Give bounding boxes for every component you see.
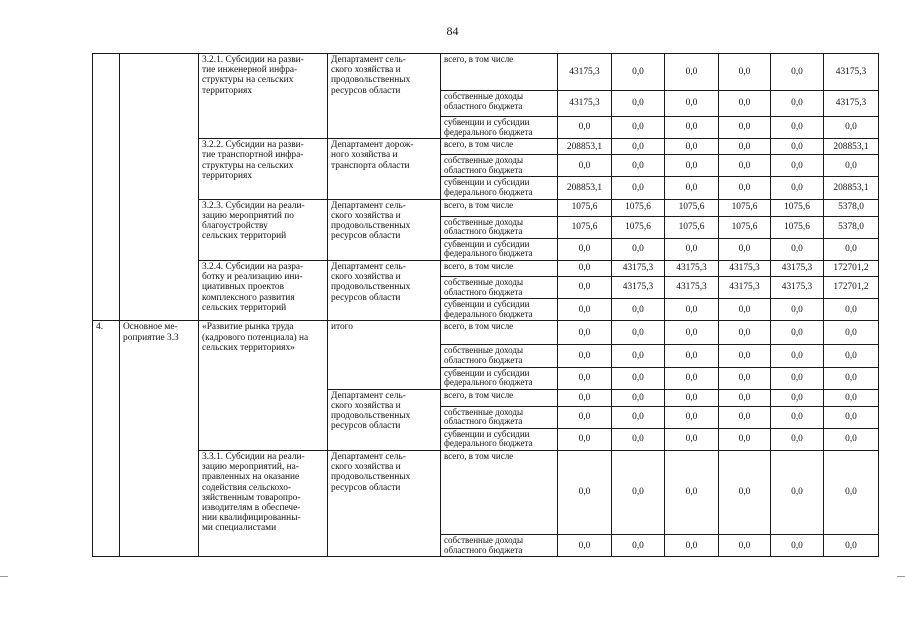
- amount-cell: 0,0: [824, 238, 879, 260]
- amount-cell: 0,0: [558, 345, 612, 367]
- executor: Департамент дорож- ного хозяйства и транспорта области: [328, 139, 441, 199]
- amount-cell: 0,0: [771, 321, 824, 345]
- activity-name: 3.2.2. Субсидии на разви- тие транспортной инфра- структуры на сельских территориях: [199, 139, 328, 199]
- amount-cell: 0,0: [665, 299, 719, 321]
- amount-cell: 208853,1: [558, 139, 612, 155]
- table-row: [93, 54, 879, 91]
- funding-source: всего, в том числе: [441, 199, 558, 216]
- amount-cell: 0,0: [612, 177, 665, 199]
- amount-cell: 0,0: [771, 91, 824, 117]
- activity-name: «Развитие рынка труда (кадрового потенциала) на сельских территориях»: [199, 321, 328, 451]
- amount-cell: 1075,6: [612, 199, 665, 216]
- amount-cell: 0,0: [719, 367, 771, 389]
- amount-cell: 0,0: [558, 428, 612, 450]
- amount-cell: 0,0: [558, 321, 612, 345]
- amount-cell: 0,0: [824, 367, 879, 389]
- amount-cell: 0,0: [665, 406, 719, 428]
- funding-source: субвенции и субсидии федерального бюджета: [441, 238, 558, 260]
- funding-source: собственные доходы областного бюджета: [441, 216, 558, 238]
- amount-cell: 0,0: [558, 155, 612, 177]
- amount-cell: 0,0: [719, 91, 771, 117]
- amount-cell: 0,0: [771, 406, 824, 428]
- amount-cell: 0,0: [665, 321, 719, 345]
- amount-cell: 0,0: [824, 451, 879, 535]
- amount-cell: 0,0: [719, 299, 771, 321]
- amount-cell: 0,0: [612, 389, 665, 406]
- amount-cell: 0,0: [771, 155, 824, 177]
- funding-source: всего, в том числе: [441, 54, 558, 91]
- amount-cell: 0,0: [719, 389, 771, 406]
- amount-cell: 0,0: [558, 299, 612, 321]
- funding-source: собственные доходы областного бюджета: [441, 535, 558, 557]
- amount-cell: 0,0: [612, 299, 665, 321]
- amount-cell: 0,0: [824, 389, 879, 406]
- funding-source: субвенции и субсидии федерального бюджета: [441, 367, 558, 389]
- amount-cell: 0,0: [612, 139, 665, 155]
- amount-cell: 0,0: [558, 276, 612, 298]
- amount-cell: 0,0: [665, 139, 719, 155]
- amount-cell: 43175,3: [665, 276, 719, 298]
- amount-cell: 5378,0: [824, 216, 879, 238]
- funding-source: всего, в том числе: [441, 389, 558, 406]
- funding-source: субвенции и субсидии федерального бюджета: [441, 177, 558, 199]
- funding-source: собственные доходы областного бюджета: [441, 155, 558, 177]
- amount-cell: 0,0: [719, 155, 771, 177]
- amount-cell: 0,0: [719, 345, 771, 367]
- amount-cell: 43175,3: [612, 276, 665, 298]
- funding-source: собственные доходы областного бюджета: [441, 345, 558, 367]
- amount-cell: 0,0: [612, 117, 665, 139]
- amount-cell: 1075,6: [719, 199, 771, 216]
- table-row: [93, 199, 879, 216]
- amount-cell: 0,0: [558, 406, 612, 428]
- executor: Департамент сель- ского хозяйства и продовольственных ресурсов области: [328, 451, 441, 557]
- amount-cell: 0,0: [558, 389, 612, 406]
- amount-cell: 0,0: [719, 177, 771, 199]
- amount-cell: 1075,6: [612, 216, 665, 238]
- amount-cell: 0,0: [719, 321, 771, 345]
- amount-cell: 0,0: [665, 367, 719, 389]
- funding-source: всего, в том числе: [441, 139, 558, 155]
- amount-cell: 0,0: [824, 117, 879, 139]
- item-number: 4.: [93, 321, 120, 557]
- amount-cell: 0,0: [719, 535, 771, 557]
- amount-cell: 0,0: [771, 238, 824, 260]
- amount-cell: 0,0: [824, 155, 879, 177]
- amount-cell: 1075,6: [665, 199, 719, 216]
- activity-name: 3.2.1. Субсидии на разви- тие инженерной инфра- структуры на сельских территориях: [199, 54, 328, 139]
- amount-cell: 0,0: [665, 91, 719, 117]
- executor: Департамент сель- ского хозяйства и продовольственных ресурсов области: [328, 260, 441, 320]
- amount-cell: 0,0: [824, 428, 879, 450]
- amount-cell: 0,0: [612, 155, 665, 177]
- item-number: [93, 54, 120, 321]
- page-edge-mark: [0, 576, 8, 577]
- amount-cell: 0,0: [719, 428, 771, 450]
- amount-cell: 0,0: [558, 367, 612, 389]
- amount-cell: 0,0: [612, 367, 665, 389]
- amount-cell: 0,0: [612, 54, 665, 91]
- funding-source: собственные доходы областного бюджета: [441, 276, 558, 298]
- amount-cell: 1075,6: [719, 216, 771, 238]
- funding-source: всего, в том числе: [441, 321, 558, 345]
- funding-source: субвенции и субсидии федерального бюджета: [441, 428, 558, 450]
- amount-cell: 0,0: [824, 299, 879, 321]
- amount-cell: 0,0: [665, 389, 719, 406]
- amount-cell: 0,0: [665, 345, 719, 367]
- amount-cell: 0,0: [612, 428, 665, 450]
- amount-cell: 43175,3: [612, 260, 665, 276]
- amount-cell: 0,0: [719, 139, 771, 155]
- amount-cell: 0,0: [771, 535, 824, 557]
- amount-cell: 0,0: [665, 54, 719, 91]
- executor: Департамент сель- ского хозяйства и продовольственных ресурсов области: [328, 199, 441, 260]
- activity-name: 3.3.1. Субсидии на реали- зацию мероприятий, на- правленных на оказание содействия сельскохо- зяйственным товаропро- изводителям в обеспече- нии квалифицированны- ми специалистами: [199, 451, 328, 557]
- page-number: 84: [446, 24, 459, 38]
- amount-cell: 0,0: [665, 428, 719, 450]
- amount-cell: 0,0: [771, 177, 824, 199]
- amount-cell: 0,0: [558, 451, 612, 535]
- amount-cell: 0,0: [665, 177, 719, 199]
- amount-cell: 0,0: [719, 54, 771, 91]
- amount-cell: 0,0: [558, 535, 612, 557]
- amount-cell: 0,0: [558, 238, 612, 260]
- amount-cell: 0,0: [771, 451, 824, 535]
- amount-cell: 0,0: [612, 535, 665, 557]
- amount-cell: 43175,3: [558, 91, 612, 117]
- funding-source: субвенции и субсидии федерального бюджета: [441, 299, 558, 321]
- amount-cell: 0,0: [558, 117, 612, 139]
- amount-cell: 1075,6: [558, 199, 612, 216]
- page-edge-mark: [897, 576, 905, 577]
- amount-cell: 0,0: [824, 535, 879, 557]
- amount-cell: 0,0: [771, 139, 824, 155]
- amount-cell: 1075,6: [558, 216, 612, 238]
- amount-cell: 1075,6: [771, 216, 824, 238]
- main-measure: [120, 54, 199, 321]
- amount-cell: 43175,3: [824, 54, 879, 91]
- main-measure: Основное ме- роприятие 3.3: [120, 321, 199, 557]
- amount-cell: 0,0: [612, 91, 665, 117]
- amount-cell: 43175,3: [771, 260, 824, 276]
- amount-cell: 43175,3: [719, 260, 771, 276]
- amount-cell: 0,0: [665, 155, 719, 177]
- amount-cell: 43175,3: [558, 54, 612, 91]
- amount-cell: 0,0: [719, 238, 771, 260]
- amount-cell: 43175,3: [719, 276, 771, 298]
- amount-cell: 1075,6: [771, 199, 824, 216]
- amount-cell: 0,0: [771, 428, 824, 450]
- amount-cell: 1075,6: [665, 216, 719, 238]
- executor: Департамент сель- ского хозяйства и продовольственных ресурсов области: [328, 389, 441, 450]
- amount-cell: 0,0: [612, 451, 665, 535]
- funding-source: собственные доходы областного бюджета: [441, 406, 558, 428]
- amount-cell: 0,0: [719, 117, 771, 139]
- activity-name: 3.2.4. Субсидии на разра- ботку и реализацию ини- циативных проектов комплексного развития сельских территорий: [199, 260, 328, 320]
- amount-cell: 43175,3: [824, 91, 879, 117]
- funding-source: субвенции и субсидии федерального бюджета: [441, 117, 558, 139]
- amount-cell: 0,0: [665, 451, 719, 535]
- amount-cell: 208853,1: [824, 139, 879, 155]
- amount-cell: 0,0: [771, 54, 824, 91]
- amount-cell: 0,0: [824, 406, 879, 428]
- amount-cell: 0,0: [771, 299, 824, 321]
- table-row: [93, 451, 879, 535]
- amount-cell: 208853,1: [558, 177, 612, 199]
- table-row: [93, 139, 879, 155]
- budget-table: [92, 53, 879, 557]
- executor: Департамент сель- ского хозяйства и продовольственных ресурсов области: [328, 54, 441, 139]
- amount-cell: 0,0: [665, 117, 719, 139]
- amount-cell: 0,0: [771, 345, 824, 367]
- table-row: [93, 260, 879, 276]
- amount-cell: 0,0: [665, 535, 719, 557]
- funding-source: собственные доходы областного бюджета: [441, 91, 558, 117]
- amount-cell: 0,0: [612, 238, 665, 260]
- amount-cell: 0,0: [719, 451, 771, 535]
- amount-cell: 0,0: [824, 321, 879, 345]
- amount-cell: 0,0: [665, 238, 719, 260]
- amount-cell: 0,0: [612, 345, 665, 367]
- amount-cell: 172701,2: [824, 260, 879, 276]
- table-row: [93, 321, 879, 345]
- amount-cell: 0,0: [719, 406, 771, 428]
- amount-cell: 0,0: [771, 389, 824, 406]
- amount-cell: 0,0: [558, 260, 612, 276]
- amount-cell: 0,0: [612, 406, 665, 428]
- amount-cell: 43175,3: [771, 276, 824, 298]
- funding-source: всего, в том числе: [441, 451, 558, 535]
- amount-cell: 43175,3: [665, 260, 719, 276]
- executor: итого: [328, 321, 441, 389]
- funding-source: всего, в том числе: [441, 260, 558, 276]
- activity-name: 3.2.3. Субсидии на реали- зацию мероприятий по благоустройству сельских территорий: [199, 199, 328, 260]
- amount-cell: 5378,0: [824, 199, 879, 216]
- amount-cell: 208853,1: [824, 177, 879, 199]
- amount-cell: 0,0: [771, 117, 824, 139]
- amount-cell: 0,0: [612, 321, 665, 345]
- amount-cell: 0,0: [824, 345, 879, 367]
- amount-cell: 172701,2: [824, 276, 879, 298]
- amount-cell: 0,0: [771, 367, 824, 389]
